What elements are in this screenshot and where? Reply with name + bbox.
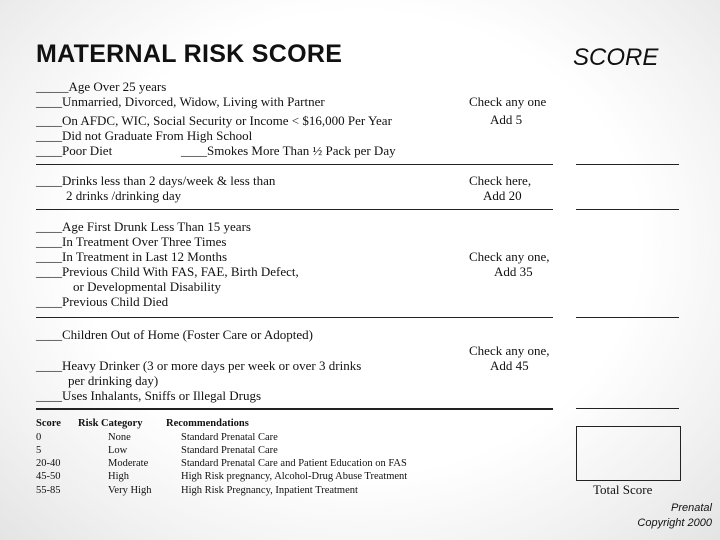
legend-header-risk: Risk Category [78, 418, 143, 429]
risk-item-heavy-drinker-cont: per drinking day) [68, 373, 159, 388]
section2-score-line[interactable] [576, 209, 679, 210]
legend-score: 55-85 [36, 485, 61, 496]
section1-score-line[interactable] [576, 164, 679, 165]
risk-item-age-first-drunk[interactable]: ____Age First Drunk Less Than 15 years [36, 219, 251, 234]
section-divider [36, 317, 553, 318]
legend-risk: High [108, 471, 129, 482]
legend-risk: Low [108, 445, 128, 456]
total-score-label: Total Score [593, 482, 653, 497]
risk-item-previous-child-died[interactable]: ____Previous Child Died [36, 294, 169, 309]
risk-item-unmarried[interactable]: ____Unmarried, Divorced, Widow, Living with Partner [36, 94, 325, 109]
total-score-box[interactable] [576, 426, 681, 481]
risk-item-poor-diet[interactable]: ____Poor Diet [36, 143, 113, 158]
risk-item-light-drinking[interactable]: ____Drinks less than 2 days/week & less than [36, 173, 276, 188]
section-divider [36, 164, 553, 165]
legend-recommendation: Standard Prenatal Care and Patient Education on FAS [181, 458, 407, 469]
risk-item-treatment-12-months[interactable]: ____In Treatment in Last 12 Months [36, 249, 228, 264]
section-divider [36, 408, 553, 410]
legend-score: 20-40 [36, 458, 61, 469]
legend-recommendation: High Risk pregnancy, Alcohol-Drug Abuse Treatment [181, 471, 408, 482]
legend-risk: Very High [108, 485, 152, 496]
section3-instruction-add: Add 35 [494, 264, 533, 279]
section3-instruction-check: Check any one, [469, 249, 550, 264]
legend-header-score: Score [36, 418, 61, 429]
risk-item-treatment-three-times[interactable]: ____In Treatment Over Three Times [36, 234, 227, 249]
risk-item-previous-child-fas[interactable]: ____Previous Child With FAS, FAE, Birth Defect, [36, 264, 299, 279]
legend-score: 5 [36, 445, 42, 456]
risk-item-education[interactable]: ____Did not Graduate From High School [36, 128, 253, 143]
section1-instruction-check: Check any one [469, 94, 547, 109]
section2-instruction-check: Check here, [469, 173, 532, 188]
section1-instruction-add: Add 5 [490, 112, 523, 127]
risk-item-heavy-drinker[interactable]: ____Heavy Drinker (3 or more days per week or over 3 drinks [36, 358, 362, 373]
score-column-heading: SCORE [573, 44, 659, 71]
legend-recommendation: Standard Prenatal Care [181, 432, 278, 443]
section4-instruction-add: Add 45 [490, 358, 529, 373]
section-divider [36, 209, 553, 210]
risk-item-children-out-of-home[interactable]: ____Children Out of Home (Foster Care or Adopted) [36, 327, 313, 342]
risk-item-light-drinking-cont: 2 drinks /drinking day [66, 188, 182, 203]
section4-score-line[interactable] [576, 408, 679, 409]
risk-item-previous-child-fas-cont: or Developmental Disability [73, 279, 222, 294]
legend-score: 0 [36, 432, 42, 443]
risk-item-inhalants-drugs[interactable]: ____Uses Inhalants, Sniffs or Illegal Drugs [36, 388, 262, 403]
footer-prenatal: Prenatal [671, 502, 712, 514]
legend-recommendation: High Risk Pregnancy, Inpatient Treatment [181, 485, 358, 496]
risk-item-age[interactable]: _____Age Over 25 years [36, 79, 167, 94]
page-title: MATERNAL RISK SCORE [36, 40, 343, 68]
risk-item-income[interactable]: ____On AFDC, WIC, Social Security or Income < $16,000 Per Year [36, 113, 392, 128]
section3-score-line[interactable] [576, 317, 679, 318]
risk-item-smokes[interactable]: ____Smokes More Than ½ Pack per Day [181, 143, 396, 158]
section4-instruction-check: Check any one, [469, 343, 550, 358]
legend-risk: None [108, 432, 131, 443]
section2-instruction-add: Add 20 [483, 188, 522, 203]
legend-header-recommendations: Recommendations [166, 418, 249, 429]
legend-recommendation: Standard Prenatal Care [181, 445, 278, 456]
legend-score: 45-50 [36, 471, 61, 482]
legend-risk: Moderate [108, 458, 149, 469]
footer-copyright: Copyright 2000 [637, 517, 712, 529]
